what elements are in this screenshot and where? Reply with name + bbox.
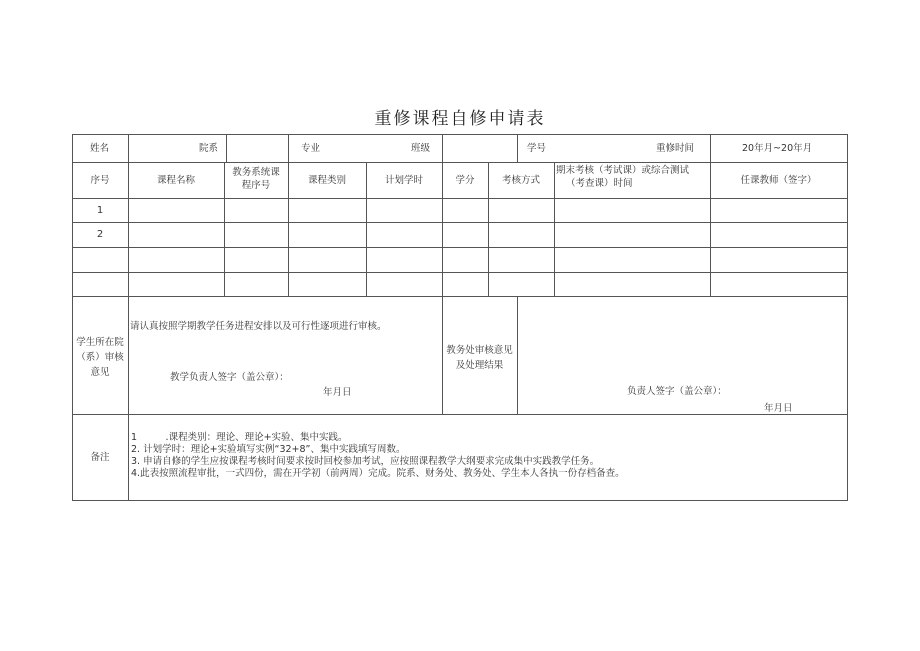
row-line [72, 162, 848, 163]
col-header-seq: 序号 [90, 175, 110, 186]
major-label: 专业 [301, 143, 321, 154]
row-line [72, 272, 848, 273]
dept-label: 院系 [199, 143, 219, 154]
row-seq-1: 1 [96, 205, 104, 216]
col-line [128, 134, 129, 501]
college-signature-date: 年月日 [323, 387, 352, 398]
name-label: 姓名 [90, 143, 110, 154]
col-line [710, 134, 711, 162]
row-line [72, 414, 848, 415]
row-line [72, 296, 848, 297]
student-id-label: 学号 [527, 143, 547, 154]
college-opinion-label-2: （系）审核 [76, 352, 124, 363]
affairs-signature-label: 负责人签字（盖公章）： [627, 386, 727, 397]
col-line [442, 134, 443, 162]
col-line [517, 134, 518, 162]
table-border-bottom [72, 500, 848, 501]
col-header-course-code: 教务系统课 [232, 167, 280, 178]
retake-time-label: 重修时间 [656, 143, 695, 154]
col-line [554, 162, 555, 296]
col-header-planned-hours: 计划学时 [384, 175, 423, 186]
row-line [72, 222, 848, 223]
college-opinion-label-3: 意见 [90, 367, 110, 378]
col-header-course-type: 课程类别 [307, 175, 346, 186]
class-label: 班级 [411, 143, 431, 154]
row-seq-2: 2 [96, 229, 104, 240]
remarks-label: 备注 [90, 452, 110, 463]
affairs-signature-date: 年月日 [764, 403, 793, 414]
row-line [72, 198, 848, 199]
row-line [72, 247, 848, 248]
table-border-left [72, 134, 73, 501]
remarks-list [131, 432, 831, 480]
col-header-course-name: 课程名称 [156, 175, 195, 186]
col-header-exam-time-2: （考查课）时间 [566, 178, 633, 189]
college-signature-label: 教学负责人签字（盖公章）： [170, 372, 289, 383]
remark-item-4: 4.此表按照流程审批，一式四份，需在开学初（前两周）完成。院系、财务处、教务处、学生本人各执一份存档备查。 [131, 468, 625, 479]
col-header-course-code-2: 程序号 [241, 180, 271, 191]
college-opinion-content: 请认真按照学期教学任务进程安排以及可行性逐项进行审核。 [130, 321, 387, 332]
affairs-opinion-label-2: 及处理结果 [455, 360, 504, 371]
form-title: 重修课程自修申请表 [374, 109, 546, 129]
col-header-teacher: 任课教师（签字） [740, 175, 817, 186]
table-border-right [847, 134, 848, 501]
col-header-credits: 学分 [455, 175, 475, 186]
col-header-exam-time: 期末考核（考试课）或综合测试 [556, 165, 690, 176]
col-header-exam-method: 考核方式 [501, 175, 540, 186]
remark-item-1: 1 .课程类别：理论、理论+实验、集中实践。 [131, 432, 348, 443]
college-opinion-label-1: 学生所在院 [76, 337, 124, 348]
affairs-opinion-label-1: 教务处审核意见 [446, 345, 513, 356]
col-line [226, 134, 227, 162]
col-line [517, 296, 518, 414]
remark-item-3: 3. 申请自修的学生应按课程考核时间要求按时回校参加考试，应按照课程教学大纲要求完成集中实践教学任务。 [131, 456, 600, 467]
remark-item-2: 2. 计划学时：理论+实验填写实例“32+8”、集中实践填写周数。 [131, 444, 406, 455]
col-line [288, 134, 289, 162]
table-border-top [72, 134, 848, 135]
retake-time-value[interactable]: 20年月~20年月 [742, 143, 813, 154]
